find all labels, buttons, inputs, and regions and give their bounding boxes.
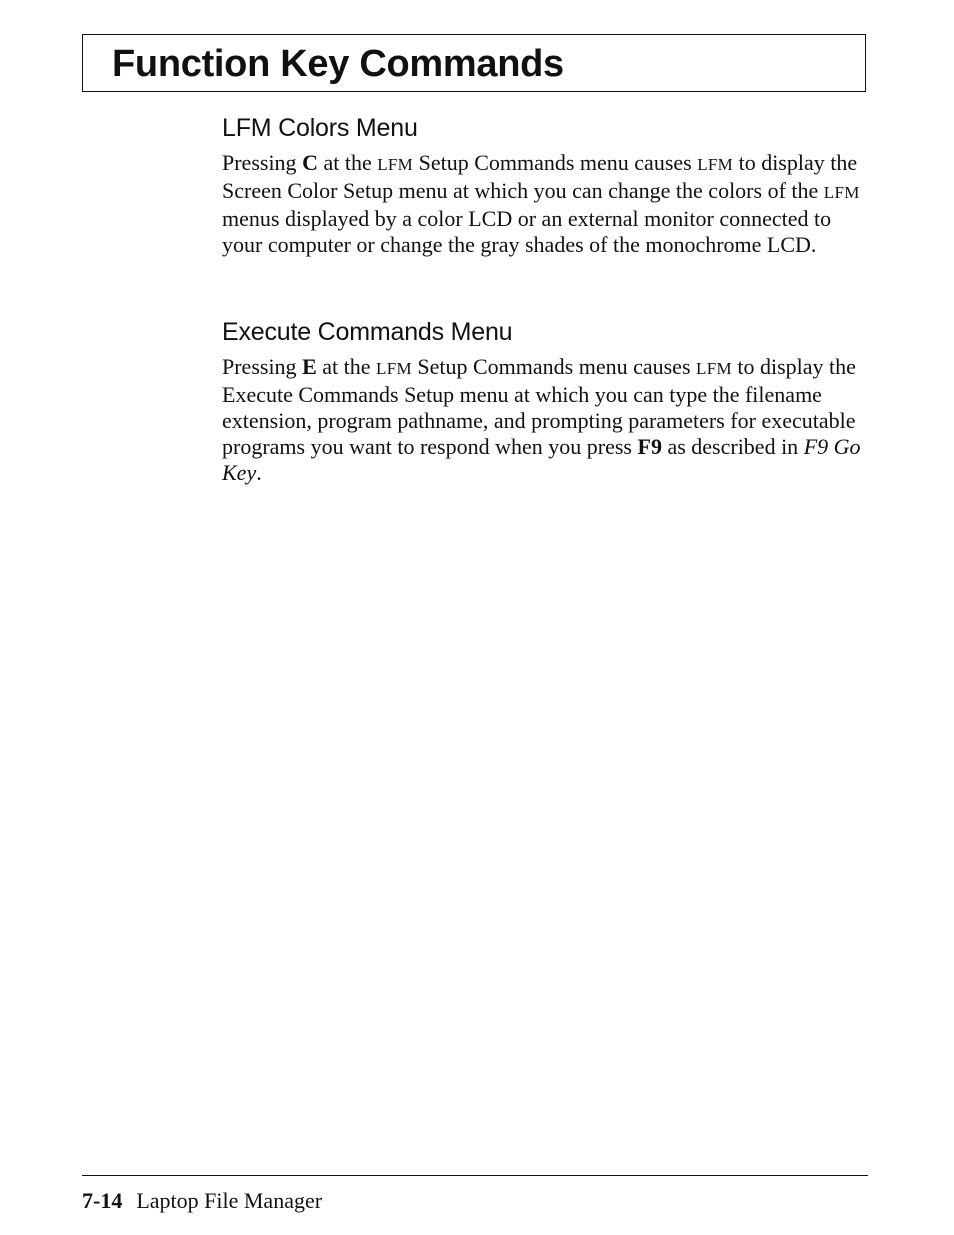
manual-title: Laptop File Manager [136,1188,323,1213]
lfm-abbrev: LFM [376,359,412,378]
page-title: Function Key Commands [112,43,564,85]
text-run: at the [316,354,377,379]
section-lfm-colors-menu [222,112,862,258]
lfm-abbrev: LFM [377,155,414,174]
text-run: to display the Screen Color Setup menu at which you can change the colors of the [222,150,858,203]
page-number: 7-14 [82,1188,123,1213]
text-run: . [256,460,262,485]
section-heading: LFM Colors Menu [222,114,418,142]
footer-rule [82,1175,868,1176]
text-run: menus displayed by a color LCD or an external monitor connected to your computer or change the gray shades of the monochrome LCD. [222,206,832,257]
section-paragraph [222,150,862,258]
text-run: as described in [661,434,804,459]
section-paragraph [222,354,862,486]
key-name: F9 [637,434,662,459]
text-run: Pressing [222,150,303,175]
key-name: C [302,150,318,175]
title-box [82,34,866,92]
section-execute-commands-menu [222,316,862,486]
text-run: Pressing [222,354,303,379]
text-run: Setup Commands menu causes [411,354,697,379]
text-run: at the [317,150,378,175]
page-footer [82,1187,322,1215]
text-run: Setup Commands menu causes [413,150,698,175]
key-name: E [302,354,317,379]
lfm-abbrev: LFM [697,155,734,174]
text-run: to display the Execute Commands Setup menu at which you can type the filename extension, program pathname, and prompting parameters for executable programs you want to respond when you press [222,354,856,459]
lfm-abbrev: LFM [696,359,732,378]
cross-reference: F9 Go Key [222,434,861,485]
lfm-abbrev: LFM [823,183,860,202]
section-heading: Execute Commands Menu [222,318,513,346]
